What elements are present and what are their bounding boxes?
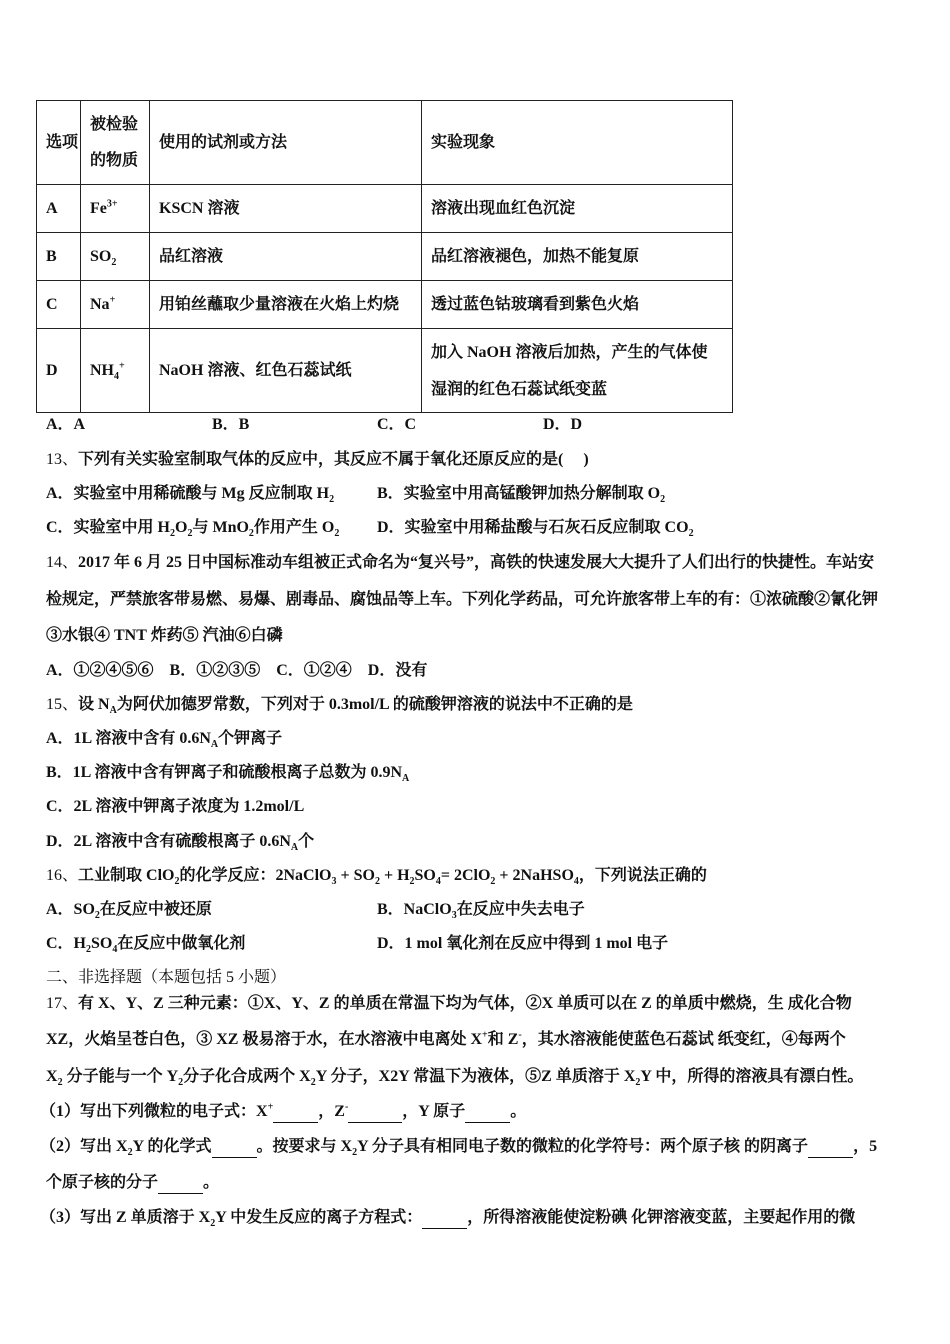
table-row (37, 233, 733, 281)
q16-row1 (46, 900, 585, 922)
text: 品红溶液 (159, 248, 224, 265)
text: 品红溶液褪色，加热不能复原 (431, 248, 640, 265)
answer-blank[interactable] (348, 1102, 402, 1123)
text: Na (90, 296, 110, 313)
table-row (37, 329, 733, 413)
question-17-part3 (40, 1208, 855, 1229)
text: A．SO (46, 901, 95, 918)
cell-option: C (37, 281, 81, 329)
text: A．1L 溶液中含有 0.6N (46, 730, 211, 747)
text: 分子能与一个 Y (62, 1068, 179, 1085)
q13-row2 (46, 518, 694, 540)
table-row (37, 281, 733, 329)
answer-blank[interactable] (273, 1102, 318, 1123)
q13-row1 (46, 484, 666, 506)
subscript: 4 (573, 876, 579, 888)
superscript: - (344, 1101, 349, 1113)
text: 个 (298, 833, 315, 850)
subscript: 2 (374, 876, 380, 888)
cell-result-line (431, 381, 607, 398)
question-14-line (46, 590, 878, 610)
question-15 (46, 695, 633, 715)
text: 作用产生 O (253, 519, 335, 536)
text: （3）写出 Z 单质溶于 X (40, 1209, 211, 1226)
question-number: 13、 (46, 451, 79, 468)
answer-blank[interactable] (465, 1102, 510, 1123)
text: 与 MnO (192, 519, 249, 536)
subscript: 2 (170, 528, 176, 540)
cell-result (422, 329, 733, 413)
question-17 (46, 994, 852, 1014)
subscript: 2 (329, 494, 335, 506)
text: 溶液出现血红色沉淀 (431, 200, 576, 217)
text: 工业制取 ClO (78, 867, 175, 884)
option-a[interactable] (46, 901, 212, 922)
cell-method (150, 329, 422, 413)
option-d[interactable] (377, 518, 694, 538)
subscript: 2 (94, 910, 100, 922)
superscript: - (518, 1029, 522, 1041)
text: 设 N (78, 696, 110, 713)
text: + 2NaHSO (495, 867, 574, 884)
text: 在反应中做氧化剂 (117, 935, 246, 952)
subscript: 3 (331, 876, 337, 888)
subscript: A (109, 705, 117, 717)
subscript: 2 (174, 876, 180, 888)
text: 透过蓝色钴玻璃看到紫色火焰 (431, 296, 640, 313)
text: 个钾离子 (218, 730, 283, 747)
subscript: 2 (86, 944, 92, 956)
text: ，5 (853, 1138, 878, 1155)
superscript: 3+ (106, 198, 118, 210)
subscript: 2 (660, 494, 666, 506)
cell-substance (81, 185, 150, 233)
option-b[interactable] (377, 900, 585, 920)
option-a[interactable] (46, 729, 282, 749)
header-phenomenon: 实验现象 (422, 101, 733, 185)
question-number: 17、 (46, 995, 79, 1012)
text: Y 分子，X2Y 常温下为液体，⑤Z 单质溶于 X (315, 1068, 636, 1085)
text: 检规定，严禁旅客带易燃、易爆、剧毒品、腐蚀品等上车。下列化学药品，可允许旅客带上车的有：①浓硫酸②氰化钾 (46, 591, 879, 608)
question-16 (46, 866, 707, 886)
text: SO (91, 935, 113, 952)
header-option: 选项 (37, 101, 81, 185)
subscript: 2 (248, 528, 254, 540)
subscript: 2 (635, 1077, 641, 1089)
subscript: 4 (435, 876, 441, 888)
option-b[interactable] (377, 484, 665, 504)
cell-result-line (431, 344, 707, 361)
text: C．H (46, 935, 87, 952)
text: A．实验室中用稀硫酸与 Mg 反应制取 H (46, 485, 330, 502)
text: NaOH 溶液、红色石蕊试纸 (159, 362, 352, 379)
question-number: 14、 (46, 554, 79, 571)
text: SO (90, 248, 112, 265)
cell-result (422, 185, 733, 233)
text: A．①②④⑤⑥ B．①②③⑤ C．①②④ D．没有 (46, 662, 428, 679)
subscript: 4 (114, 371, 119, 383)
text: 用铂丝蘸取少量溶液在火焰上灼烧 (159, 296, 400, 313)
text: （2）写出 X (40, 1138, 128, 1155)
reagent-table (36, 100, 733, 413)
subscript: A (210, 739, 219, 751)
text: Y 中，所得的溶液具有漂白性。 (640, 1068, 864, 1085)
option-c[interactable] (46, 519, 340, 540)
text: 个原子核的分子 (46, 1174, 159, 1191)
text: 加入 NaOH 溶液后加热，产生的气体使 (431, 343, 708, 361)
answer-blank[interactable] (422, 1208, 467, 1229)
text: + H (379, 867, 410, 884)
text: Y 中发生反应的离子方程式： (215, 1209, 423, 1226)
text: ，其水溶液能使蓝色石蕊试 纸变红，④每两个 (521, 1031, 846, 1048)
text: ，所得溶液能使淀粉碘 化钾溶液变蓝，主要起作用的微 (467, 1209, 856, 1226)
text: ，Z (318, 1103, 345, 1120)
text: C．实验室中用 H (46, 519, 171, 536)
subscript: 2 (57, 1077, 63, 1089)
text: Y 的化学式 (132, 1138, 212, 1155)
cell-substance (81, 281, 150, 329)
cell-option: A (37, 185, 81, 233)
text: 。按要求与 X (256, 1138, 353, 1155)
answer-blank[interactable] (212, 1137, 257, 1158)
question-17-part2-line (46, 1173, 219, 1194)
text: NH (90, 362, 114, 379)
subscript: 2 (334, 528, 340, 540)
cell-method (150, 233, 422, 281)
text: SO (414, 867, 436, 884)
text: 。 (203, 1174, 220, 1191)
text: KSCN 溶液 (159, 200, 240, 217)
text: XZ，火焰呈苍白色，③ XZ 极易溶于水，在水溶液中电离处 X (46, 1031, 483, 1048)
subscript: 2 (688, 528, 694, 540)
text: B．NaClO (377, 901, 452, 918)
text: 2017 年 6 月 25 日中国标准动车组被正式命名为“复兴号”，高铁的快速发展大大提升了人们出行的快捷性。车站安 (78, 554, 875, 571)
question-14-line (46, 626, 283, 646)
question-number: 16、 (46, 867, 79, 884)
section-heading (46, 968, 286, 988)
subscript: 2 (187, 528, 193, 540)
cell-option: D (37, 329, 81, 413)
option-d[interactable] (46, 832, 314, 852)
superscript: + (109, 294, 116, 306)
subscript: 2 (178, 1077, 184, 1089)
question-14 (46, 553, 874, 573)
text: B．实验室中用高锰酸钾加热分解制取 O (377, 485, 661, 502)
subscript: 2 (210, 1218, 216, 1230)
superscript: + (267, 1101, 274, 1113)
text: 为阿伏加德罗常数，下列对于 0.3mol/L 的硫酸钾溶液的说法中不正确的是 (116, 696, 633, 713)
text: C．2L 溶液中钾离子浓度为 1.2mol/L (46, 798, 305, 815)
text: 和 Z (487, 1031, 519, 1048)
text: X (46, 1068, 58, 1085)
cell-method (150, 185, 422, 233)
question-17-part2 (40, 1137, 877, 1158)
q14-options[interactable] (46, 661, 427, 681)
superscript: + (119, 360, 125, 372)
option-c[interactable]: C．C (377, 416, 417, 433)
question-17-part1 (40, 1102, 526, 1123)
subscript: 2 (352, 1147, 358, 1159)
text: D．1 mol 氧化剂在反应中得到 1 mol 电子 (377, 935, 669, 952)
question-number: 15、 (46, 696, 79, 713)
superscript: + (482, 1029, 488, 1041)
header-method: 使用的试剂或方法 (150, 101, 422, 185)
table-row (37, 185, 733, 233)
option-c[interactable] (46, 797, 304, 817)
cell-result (422, 233, 733, 281)
text: = 2ClO (440, 867, 491, 884)
cell-result (422, 281, 733, 329)
subscript: A (290, 842, 299, 854)
option-b[interactable] (46, 763, 409, 783)
text: 湿润的红色石蕊试纸变蓝 (431, 380, 608, 398)
text: ，下列说法正确的 (578, 867, 707, 884)
subscript: 2 (111, 257, 117, 269)
question-13 (46, 450, 589, 470)
option-d[interactable] (377, 934, 668, 954)
subscript: 2 (310, 1077, 316, 1089)
question-17-line (46, 1030, 846, 1050)
text: B．1L 溶液中含有钾离子和硫酸根离子总数为 0.9N (46, 764, 403, 781)
answer-blank[interactable] (158, 1173, 203, 1194)
text: 在反应中被还原 (99, 901, 212, 918)
cell-substance (81, 233, 150, 281)
cell-option: B (37, 233, 81, 281)
text: D．2L 溶液中含有硫酸根离子 0.6N (46, 833, 291, 850)
text: Y 分子具有相同电子数的微粒的化学符号：两个原子核 的阴离子 (357, 1138, 809, 1155)
text: ，Y 原子 (402, 1103, 466, 1120)
subscript: 2 (127, 1147, 133, 1159)
text: O (175, 519, 188, 536)
option-a[interactable] (46, 485, 335, 506)
q16-row2 (46, 934, 669, 956)
option-c[interactable] (46, 935, 246, 956)
text: D．实验室中用稀盐酸与石灰石反应制取 CO (377, 519, 689, 536)
text: 的化学反应：2NaClO (179, 867, 332, 884)
option-b[interactable]: B．B (212, 416, 250, 433)
text: ③水银④ TNT 炸药⑤ 汽油⑥白磷 (46, 627, 283, 644)
cell-method (150, 281, 422, 329)
subscript: 2 (409, 876, 415, 888)
answer-blank[interactable] (808, 1137, 853, 1158)
subscript: 3 (451, 910, 457, 922)
header-substance: 被检验 的物质 (81, 101, 150, 185)
subscript: A (402, 773, 410, 785)
option-a[interactable]: A．A (46, 416, 86, 433)
text: Fe (90, 200, 107, 217)
subscript: 4 (112, 944, 118, 956)
text: 下列有关实验室制取气体的反应中，其反应不属于氧化还原反应的是( ) (78, 451, 589, 468)
text: 有 X、Y、Z 三种元素：①X、Y、Z 的单质在常温下均为气体，②X 单质可以在 Z 的单质中燃烧，生 成化合物 (78, 995, 852, 1012)
cell-substance (81, 329, 150, 413)
text: + SO (336, 867, 375, 884)
option-d[interactable]: D．D (543, 416, 583, 433)
question-17-line (46, 1067, 863, 1087)
text: 。 (510, 1103, 527, 1120)
subscript: 2 (490, 876, 496, 888)
question-number: 二、非选择题（本题包括 5 小题） (46, 969, 287, 986)
text: 在反应中失去电子 (456, 901, 585, 918)
text: （1）写出下列微粒的电子式：X (40, 1103, 268, 1120)
text: 分子化合成两个 X (183, 1068, 311, 1085)
